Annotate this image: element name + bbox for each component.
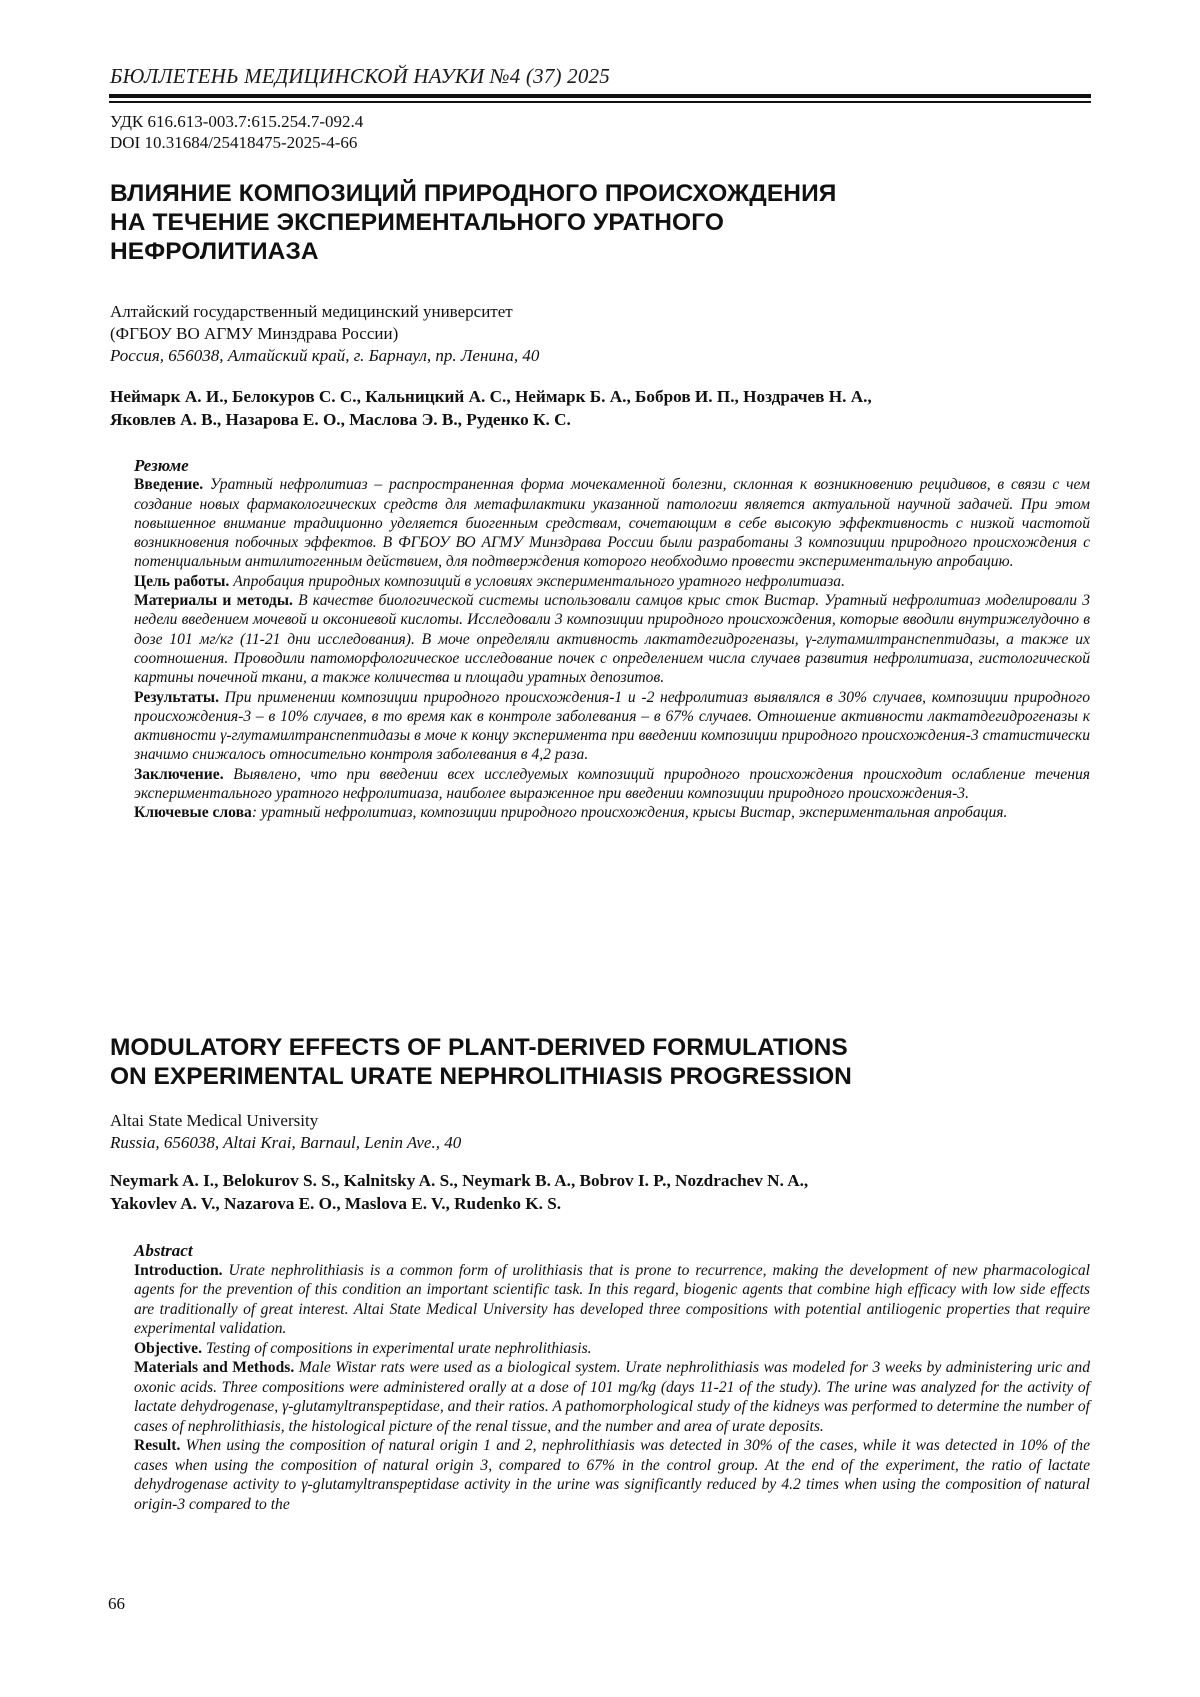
authors-ru-line: Яковлев А. В., Назарова Е. О., Маслова Э. В., Руденко К. С. bbox=[110, 410, 571, 429]
abstract-en-results bbox=[134, 1436, 1090, 1514]
section-label: Материалы и методы. bbox=[134, 592, 293, 610]
affiliation-ru-abbr: (ФГБОУ ВО АГМУ Минздрава России) bbox=[110, 324, 399, 343]
abstract-en bbox=[134, 1241, 1090, 1514]
section-text: Апробация природных композиций в условиях экспериментального уратного нефролитиаза. bbox=[229, 572, 845, 590]
section-text: Уратный нефролитиаз – распространенная форма мочекаменной болезни, склонная к возникновению рецидивов, в связи с чем создание новых фармакологических средств для метафилактики указанной патологии является актуальной научной задачей. При этом повышенное внимание традиционно уделяется биогенным средствам, сочетающим в себе высокую эффективность с низкой частотой возникновения побочных эффектов. В ФГБОУ ВО АГМУ Минздрава России были разработаны 3 композиции природного происхождения с потенциальным антилитогенным действием, для подтверждения которого необходимо провести экспериментальную апробацию. bbox=[134, 476, 1090, 571]
section-text: При применении композиции природного происхождения-1 и -2 нефролитиаз выявлялся в 30% случаев, композиции природного происхождения-3 – в 10% случаев, в то время как в контроле заболевания – в 67% случаев. Отношение активности лактатдегидрогеназы к активности γ-глутамилтранспептидазы в моче к концу эксперимента при введении композиции природного происхождения-3 статистически значимо снижалось относительно контроля заболевания в 4,2 раза. bbox=[134, 688, 1090, 764]
section-label: Objective. bbox=[134, 1339, 202, 1357]
article-identifiers bbox=[110, 111, 363, 153]
affiliation-ru-name: Алтайский государственный медицинский университет bbox=[110, 302, 513, 321]
section-text: Male Wistar rats were used as a biological system. Urate nephrolithiasis was modeled for 3 weeks by administering uric and oxonic acids. Three compositions were administered orally at a dose of 101 mg/kg (days 11-21 of the study). The urine was analyzed for the activity of lactate dehydrogenase, γ-glutamyltranspeptidase, and their ratios. A pathomorphological study of the kidneys was performed to determine the number of cases of nephrolithiasis, the histological picture of the renal tissue, and the number and area of urate deposits. bbox=[134, 1359, 1090, 1435]
udc-code: УДК 616.613-003.7:615.254.7-092.4 bbox=[110, 112, 364, 131]
section-label: Заключение. bbox=[134, 765, 224, 783]
title-en-line: MODULATORY EFFECTS OF PLANT-DERIVED FORMULATIONS bbox=[110, 1034, 848, 1061]
abstract-ru-keywords bbox=[134, 803, 1090, 822]
header-rule-thick bbox=[109, 94, 1091, 98]
section-label: Ключевые слова bbox=[134, 804, 252, 822]
abstract-ru bbox=[134, 456, 1090, 823]
authors-en bbox=[110, 1169, 1100, 1215]
header-rule-thin bbox=[109, 101, 1091, 103]
abstract-en-introduction bbox=[134, 1261, 1090, 1339]
section-label: Цель работы. bbox=[134, 572, 230, 590]
affiliation-en-address: Russia, 656038, Altai Krai, Barnaul, Lenin Ave., 40 bbox=[110, 1133, 462, 1152]
section-text: : уратный нефролитиаз, композиции природного происхождения, крысы Вистар, экспериментальная апробация. bbox=[251, 804, 1008, 822]
affiliation-ru bbox=[110, 301, 539, 367]
section-text: Выявлено, что при введении всех исследуемых композиций природного происхождения происходит ослабление течения экспериментального уратного нефролитиаза, наиболее выраженное при введении композиции природного происхождения-3. bbox=[134, 765, 1090, 803]
authors-ru-line: Неймарк А. И., Белокуров С. С., Кальницкий А. С., Неймарк Б. А., Бобров И. П., Ноздрачев Н. А., bbox=[110, 387, 872, 406]
abstract-ru-conclusion bbox=[134, 765, 1090, 804]
page-number: 66 bbox=[108, 1594, 125, 1613]
authors-ru bbox=[110, 385, 1100, 431]
running-head: БЮЛЛЕТЕНЬ МЕДИЦИНСКОЙ НАУКИ №4 (37) 2025 bbox=[110, 64, 610, 88]
title-ru-line: НА ТЕЧЕНИЕ ЭКСПЕРИМЕНТАЛЬНОГО УРАТНОГО bbox=[110, 209, 725, 236]
section-label: Введение. bbox=[134, 476, 204, 494]
abstract-en-heading: Abstract bbox=[134, 1241, 193, 1260]
section-label: Introduction. bbox=[134, 1261, 223, 1279]
abstract-ru-methods bbox=[134, 591, 1090, 687]
title-ru bbox=[110, 179, 1090, 266]
title-ru-line: НЕФРОЛИТИАЗА bbox=[110, 238, 319, 265]
abstract-en-methods bbox=[134, 1358, 1090, 1436]
title-en bbox=[110, 1033, 1090, 1091]
abstract-en-objective bbox=[134, 1339, 1090, 1359]
section-text: Testing of compositions in experimental urate nephrolithiasis. bbox=[201, 1339, 592, 1357]
abstract-ru-results bbox=[134, 688, 1090, 765]
abstract-ru-heading: Резюме bbox=[134, 456, 189, 475]
abstract-ru-introduction bbox=[134, 475, 1090, 571]
section-label: Result. bbox=[134, 1437, 181, 1454]
title-ru-line: ВЛИЯНИЕ КОМПОЗИЦИЙ ПРИРОДНОГО ПРОИСХОЖДЕНИЯ bbox=[110, 180, 837, 207]
section-label: Materials and Methods. bbox=[134, 1359, 295, 1376]
title-en-line: ON EXPERIMENTAL URATE NEPHROLITHIASIS PROGRESSION bbox=[110, 1063, 852, 1090]
section-text: В качестве биологической системы использовали самцов крыс сток Вистар. Уратный нефролитиаз моделировали 3 недели введением мочевой и оксониевой кислоты. Исследовали 3 композиции природного происхождения, которые вводили внутрижелудочно в дозе 101 мг/кг (11-21 дни исследования). В моче определяли активность лактатдегидрогеназы, γ-глутамилтранспептидазы, а также их соотношения. Проводили патоморфологическое исследование почек с определением числа случаев развития нефролитиаза, гистологической картины почечной ткани, а также количества и площади уратных депозитов. bbox=[134, 592, 1090, 687]
section-text: When using the composition of natural origin 1 and 2, nephrolithiasis was detected in 30% of the cases, while it was detected in 10% of the cases when using the composition of natural origin 3, compared to 67% in the control group. At the end of the experiment, the ratio of lactate dehydrogenase activity to γ-glutamyltranspeptidase activity in the urine was significantly reduced by 4.2 times when using the composition of natural origin-3 compared to the bbox=[134, 1437, 1090, 1513]
authors-en-line: Neymark A. I., Belokurov S. S., Kalnitsky A. S., Neymark B. A., Bobrov I. P., Nozdrachev N. A., bbox=[110, 1171, 809, 1190]
affiliation-ru-address: Россия, 656038, Алтайский край, г. Барнаул, пр. Ленина, 40 bbox=[110, 346, 540, 365]
section-text: Urate nephrolithiasis is a common form of urolithiasis that is prone to recurrence, making the development of new pharmacological agents for the prevention of this condition an important scientific task. In this regard, biogenic agents that combine high efficacy with low side effects are traditionally of great interest. Altai State Medical University has developed three compositions with potential antiliogenic properties that require experimental validation. bbox=[134, 1261, 1090, 1337]
affiliation-en bbox=[110, 1110, 461, 1154]
affiliation-en-name: Altai State Medical University bbox=[110, 1111, 319, 1130]
authors-en-line: Yakovlev A. V., Nazarova E. O., Maslova E. V., Rudenko K. S. bbox=[110, 1194, 562, 1213]
abstract-ru-objective bbox=[134, 572, 1090, 591]
doi: DOI 10.31684/25418475-2025-4-66 bbox=[110, 133, 358, 152]
section-label: Результаты. bbox=[134, 688, 219, 706]
